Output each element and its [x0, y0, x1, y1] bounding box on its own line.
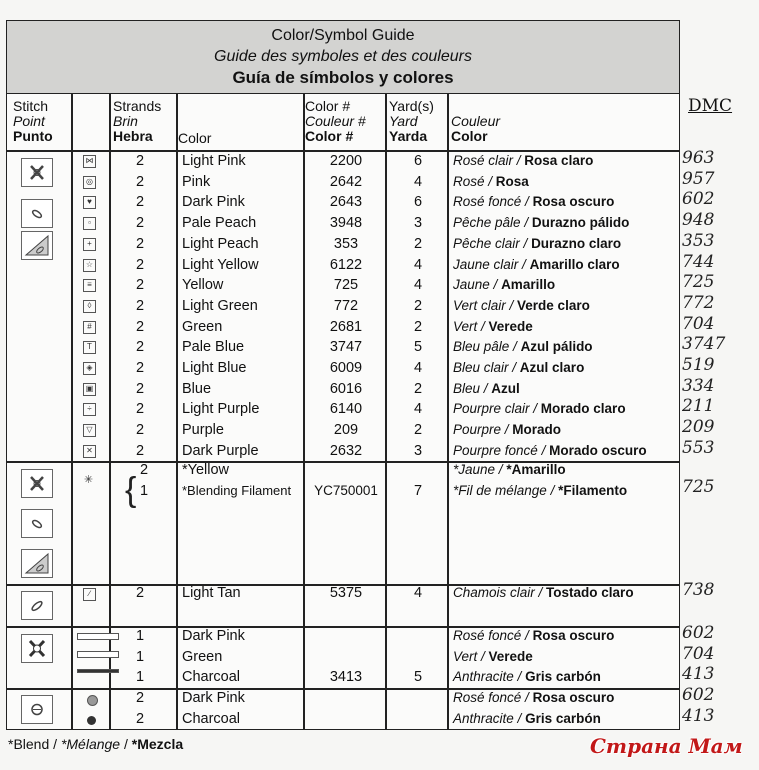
dmc-number: 725 — [682, 272, 715, 293]
color-es: Amarillo claro — [529, 256, 620, 272]
yards: 4 — [413, 401, 423, 418]
asterisk-symbol-icon: ✳ — [83, 474, 94, 486]
header-yard — [389, 99, 434, 157]
table-row — [7, 626, 679, 647]
symbol-icon: T — [83, 341, 96, 354]
color-fr: Pourpre foncé — [453, 442, 538, 458]
dmc-number: 413 — [682, 705, 715, 726]
yards: 2 — [413, 235, 423, 252]
color-number: YC750001 — [314, 483, 378, 498]
strands: 1 — [135, 648, 145, 665]
color-translation: Rosé foncé / Rosa oscuro — [453, 690, 615, 705]
color-fr: Rosé — [453, 173, 485, 189]
color-translation: Pourpre foncé / Morado oscuro — [453, 442, 647, 458]
strands: 2 — [135, 690, 145, 706]
strands: 2 — [135, 173, 145, 190]
header-yard-fr: Yard — [389, 113, 418, 129]
strands: 2 — [135, 360, 145, 376]
strands: 2 — [135, 401, 145, 418]
dmc-number: 738 — [682, 580, 715, 600]
yards: 2 — [413, 380, 423, 397]
strands: 2 — [135, 318, 145, 335]
color-number: 5375 — [329, 585, 363, 601]
color-es: Gris carbón — [525, 669, 601, 685]
table-row — [7, 296, 679, 317]
footer-en: *Blend — [8, 736, 50, 752]
color-es: Morado oscuro — [549, 442, 647, 458]
color-number: 2642 — [329, 173, 363, 190]
dmc-header: DMC — [688, 96, 733, 116]
color-translation: Bleu clair / Azul claro — [453, 360, 585, 375]
table-row — [7, 317, 679, 338]
dmc-number: 948 — [682, 210, 715, 231]
color-translation: Pêche clair / Durazno claro — [453, 235, 622, 251]
symbol-icon: # — [83, 321, 96, 334]
color-fr: Pêche clair — [453, 235, 520, 251]
guide-title — [7, 21, 679, 94]
color-fr: Rosé clair — [453, 153, 514, 168]
color-number: 6009 — [329, 360, 363, 376]
color-name: *Yellow — [182, 462, 230, 478]
yards: 4 — [413, 585, 423, 601]
color-es: Azul pálido — [520, 339, 593, 355]
color-fr: Jaune clair — [453, 256, 519, 272]
half-stitch-icon — [21, 509, 53, 538]
header-stitch-es: Punto — [13, 128, 53, 144]
color-fr: Vert clair — [453, 297, 506, 313]
header-couleur-es: Color — [451, 128, 488, 144]
dmc-number: 744 — [682, 251, 715, 272]
color-name: Light Peach — [182, 235, 259, 252]
strands: 2 — [135, 277, 145, 294]
strands: 2 — [135, 153, 145, 169]
color-translation: Bleu pâle / Azul pálido — [453, 339, 593, 355]
color-number: 725 — [333, 277, 359, 294]
color-number: 6122 — [329, 256, 363, 273]
color-name: Charcoal — [182, 710, 241, 727]
dmc-number: 209 — [682, 417, 715, 438]
color-es: Rosa — [495, 173, 529, 189]
color-translation: Bleu / Azul — [453, 380, 520, 396]
dmc-number: 519 — [682, 355, 715, 375]
color-fr: Rosé foncé — [453, 690, 522, 705]
table-row — [7, 275, 679, 296]
symbol-icon: ☆ — [83, 259, 96, 272]
header-strands — [113, 99, 161, 157]
color-name: Dark Pink — [182, 194, 245, 211]
yards: 4 — [413, 173, 423, 190]
yards: 4 — [413, 256, 423, 273]
color-fr: Vert — [453, 318, 478, 334]
color-es: Rosa oscuro — [532, 194, 615, 210]
table-row — [7, 213, 679, 234]
color-number: 2681 — [329, 318, 363, 335]
table-row — [7, 255, 679, 276]
strands: 2 — [135, 380, 145, 397]
yards: 3 — [413, 442, 423, 459]
color-name: Pale Blue — [182, 339, 245, 356]
strands: 2 — [135, 215, 145, 232]
color-fr: *Fil de mélange — [453, 483, 547, 498]
yards: 2 — [413, 297, 423, 314]
color-fr: Jaune — [453, 277, 490, 293]
header-stitch-fr: Point — [13, 113, 45, 129]
table-row — [7, 399, 679, 420]
color-translation: Rosé clair / Rosa claro — [453, 153, 594, 168]
strands: 2 — [135, 256, 145, 273]
dmc-number: 3747 — [682, 334, 726, 355]
symbol-icon: ✕ — [83, 445, 96, 458]
dmc-number: 725 — [682, 477, 715, 497]
color-number: 2200 — [329, 153, 363, 169]
strands: 2 — [135, 442, 145, 459]
strands: 2 — [135, 422, 145, 439]
color-es: Gris carbón — [525, 710, 601, 726]
table-row — [7, 460, 679, 481]
color-es: Azul claro — [519, 360, 585, 375]
symbol-icon: ▣ — [83, 383, 96, 396]
color-name: Dark Pink — [182, 690, 245, 706]
color-number: 772 — [333, 297, 359, 314]
dmc-number: 704 — [682, 313, 715, 334]
color-translation: Jaune / Amarillo — [453, 277, 556, 293]
color-translation: *Fil de mélange / *Filamento — [453, 483, 628, 498]
strands: 2 — [135, 710, 145, 727]
color-name: Pink — [182, 173, 211, 190]
color-translation: Vert clair / Verde claro — [453, 297, 590, 313]
yards: 6 — [413, 153, 423, 169]
symbol-icon: ◈ — [83, 362, 96, 375]
header-couleur-fr: Couleur — [451, 113, 501, 129]
title-en: Color/Symbol Guide — [271, 27, 415, 44]
color-es: Tostado claro — [546, 585, 634, 600]
color-translation: Rosé foncé / Rosa oscuro — [453, 194, 615, 210]
symbol-icon: ⋈ — [83, 155, 96, 168]
header-color-num — [305, 99, 366, 157]
color-name: Light Pink — [182, 153, 246, 169]
strands: 1 — [140, 483, 149, 499]
strands: 2 — [135, 339, 145, 356]
header-color: Color — [178, 130, 212, 146]
header-yard-es: Yarda — [389, 128, 428, 144]
yards: 5 — [413, 669, 423, 686]
color-number: 2643 — [329, 194, 363, 211]
color-fr: Bleu clair — [453, 360, 509, 375]
color-es: Amarillo — [501, 277, 556, 293]
table-row — [7, 172, 679, 193]
color-number: 3948 — [329, 215, 363, 232]
color-translation: Rosé foncé / Rosa oscuro — [453, 628, 615, 643]
dmc-number: 704 — [682, 643, 715, 664]
header-colornum-es: Color # — [305, 128, 354, 144]
strands: 2 — [135, 194, 145, 211]
header-colornum-fr: Couleur # — [305, 113, 366, 129]
header-strands-es: Hebra — [113, 128, 153, 144]
footer-es: *Mezcla — [131, 736, 184, 752]
symbol-icon: ◊ — [83, 300, 96, 313]
strands: 2 — [135, 235, 145, 252]
table-row — [7, 337, 679, 358]
dmc-number: 353 — [682, 230, 715, 251]
header-strands-fr: Brin — [113, 113, 138, 129]
color-fr: Pourpre clair — [453, 401, 530, 417]
color-translation: Pêche pâle / Durazno pálido — [453, 215, 630, 231]
color-number: 6016 — [329, 380, 363, 397]
table-row — [7, 688, 679, 709]
symbol-icon: ÷ — [83, 403, 96, 416]
color-es: Morado — [512, 422, 562, 438]
table-row — [7, 420, 679, 441]
strands: 2 — [140, 462, 149, 478]
color-number: 6140 — [329, 401, 363, 418]
color-es: Verde claro — [517, 297, 590, 313]
symbol-icon: + — [83, 238, 96, 251]
yards: 2 — [413, 422, 423, 439]
dmc-number: 211 — [682, 396, 715, 417]
color-fr: Rosé foncé — [453, 194, 522, 210]
color-name: Blue — [182, 380, 212, 397]
color-name: Dark Pink — [182, 628, 245, 644]
color-number: 353 — [333, 235, 359, 252]
symbol-icon: ▫ — [83, 217, 96, 230]
dmc-number: 602 — [682, 685, 715, 705]
color-name: Light Green — [182, 297, 258, 314]
color-es: Rosa oscuro — [532, 690, 615, 705]
dmc-number: 413 — [682, 664, 715, 685]
color-translation: Vert / Verede — [453, 318, 533, 334]
color-fr: Pêche pâle — [453, 215, 521, 231]
color-es: Morado claro — [540, 401, 626, 417]
color-fr: Rosé foncé — [453, 628, 522, 643]
dmc-number: 963 — [682, 148, 715, 168]
header-colornum-en: Color # — [305, 98, 351, 114]
symbol-icon: ♥ — [83, 196, 96, 209]
strands: 2 — [135, 585, 145, 601]
symbol-icon: ◎ — [83, 176, 96, 189]
header-strands-en: Strands — [113, 98, 162, 114]
color-fr: Bleu — [453, 380, 481, 396]
color-translation: Chamois clair / Tostado claro — [453, 585, 634, 600]
color-number: 2632 — [329, 442, 363, 459]
color-translation: Anthracite / Gris carbón — [453, 710, 601, 726]
color-translation: Rosé / Rosa — [453, 173, 529, 189]
table-row — [7, 192, 679, 213]
footer-note: *Blend / *Mélange / *Mezcla — [8, 736, 184, 752]
title-fr: Guide des symboles et des couleurs — [214, 48, 472, 65]
table-row — [7, 583, 679, 604]
color-name: Charcoal — [182, 669, 241, 686]
color-name: Green — [182, 318, 223, 335]
color-name: Yellow — [182, 277, 224, 294]
dmc-number: 553 — [682, 437, 715, 458]
color-translation: *Jaune / *Amarillo — [453, 462, 566, 477]
strands: 1 — [135, 669, 145, 686]
color-translation: Pourpre clair / Morado claro — [453, 401, 626, 417]
color-translation: Jaune clair / Amarillo claro — [453, 256, 620, 272]
yards: 2 — [413, 318, 423, 335]
color-name: Light Tan — [182, 585, 241, 601]
table-row — [7, 379, 679, 400]
strands: 2 — [135, 297, 145, 314]
color-number: 3413 — [329, 669, 363, 686]
brace-icon: { — [125, 471, 137, 509]
header-stitch-en: Stitch — [13, 98, 49, 114]
yards: 4 — [413, 360, 423, 376]
color-name: Dark Purple — [182, 442, 259, 459]
color-es: Rosa claro — [524, 153, 594, 168]
dmc-number: 602 — [682, 189, 715, 210]
color-translation: Anthracite / Gris carbón — [453, 669, 601, 685]
color-fr: Anthracite — [453, 710, 514, 726]
color-fr: Bleu pâle — [453, 339, 510, 355]
symbol-icon: ≡ — [83, 279, 96, 292]
color-number: 3747 — [329, 339, 363, 356]
color-number: 209 — [333, 422, 359, 439]
color-name: Light Yellow — [182, 256, 259, 273]
table-row — [7, 234, 679, 255]
strands: 1 — [135, 628, 145, 644]
color-fr: *Jaune — [453, 462, 496, 477]
color-es: Durazno claro — [531, 235, 622, 251]
color-fr: Pourpre — [453, 422, 502, 438]
footer-fr: *Mélange — [60, 736, 121, 752]
color-es: *Amarillo — [506, 462, 566, 477]
header-stitch — [13, 99, 53, 157]
yards: 5 — [413, 339, 423, 356]
dmc-number: 957 — [682, 168, 715, 189]
slash-symbol-icon: ∕ — [83, 588, 96, 601]
watermark: Страна Мам — [590, 734, 743, 758]
quarter-stitch-icon — [21, 549, 53, 578]
color-fr: Anthracite — [453, 669, 514, 685]
color-es: Verede — [488, 318, 533, 334]
color-fr: Vert — [453, 648, 478, 664]
color-es: Rosa oscuro — [532, 628, 615, 643]
color-es: Verede — [488, 648, 533, 664]
color-name: Light Purple — [182, 401, 260, 418]
color-name: *Blending Filament — [182, 483, 292, 498]
color-translation: Pourpre / Morado — [453, 422, 562, 438]
color-es: *Filamento — [558, 483, 628, 498]
title-es: Guía de símbolos y colores — [232, 68, 454, 87]
color-name: Pale Peach — [182, 215, 257, 232]
table-row — [7, 647, 679, 668]
yards: 6 — [413, 194, 423, 211]
table-row — [7, 358, 679, 379]
header-yard-en: Yard(s) — [389, 98, 434, 114]
color-name: Green — [182, 648, 223, 665]
table-row — [7, 481, 679, 502]
table-row — [7, 667, 679, 688]
table-row — [7, 441, 679, 462]
color-es: Durazno pálido — [531, 215, 630, 231]
color-es: Azul — [491, 380, 520, 396]
dmc-number: 334 — [682, 375, 715, 396]
table-row — [7, 151, 679, 172]
dmc-number: 772 — [682, 292, 715, 313]
color-name: Purple — [182, 422, 224, 439]
color-symbol-guide — [6, 20, 680, 730]
dmc-number: 602 — [682, 623, 715, 643]
color-translation: Vert / Verede — [453, 648, 533, 664]
color-name: Light Blue — [182, 360, 247, 376]
symbol-icon: ▽ — [83, 424, 96, 437]
yards: 4 — [413, 277, 423, 294]
yards: 7 — [413, 483, 423, 499]
yards: 3 — [413, 215, 423, 232]
color-fr: Chamois clair — [453, 585, 535, 600]
table-row — [7, 709, 679, 730]
